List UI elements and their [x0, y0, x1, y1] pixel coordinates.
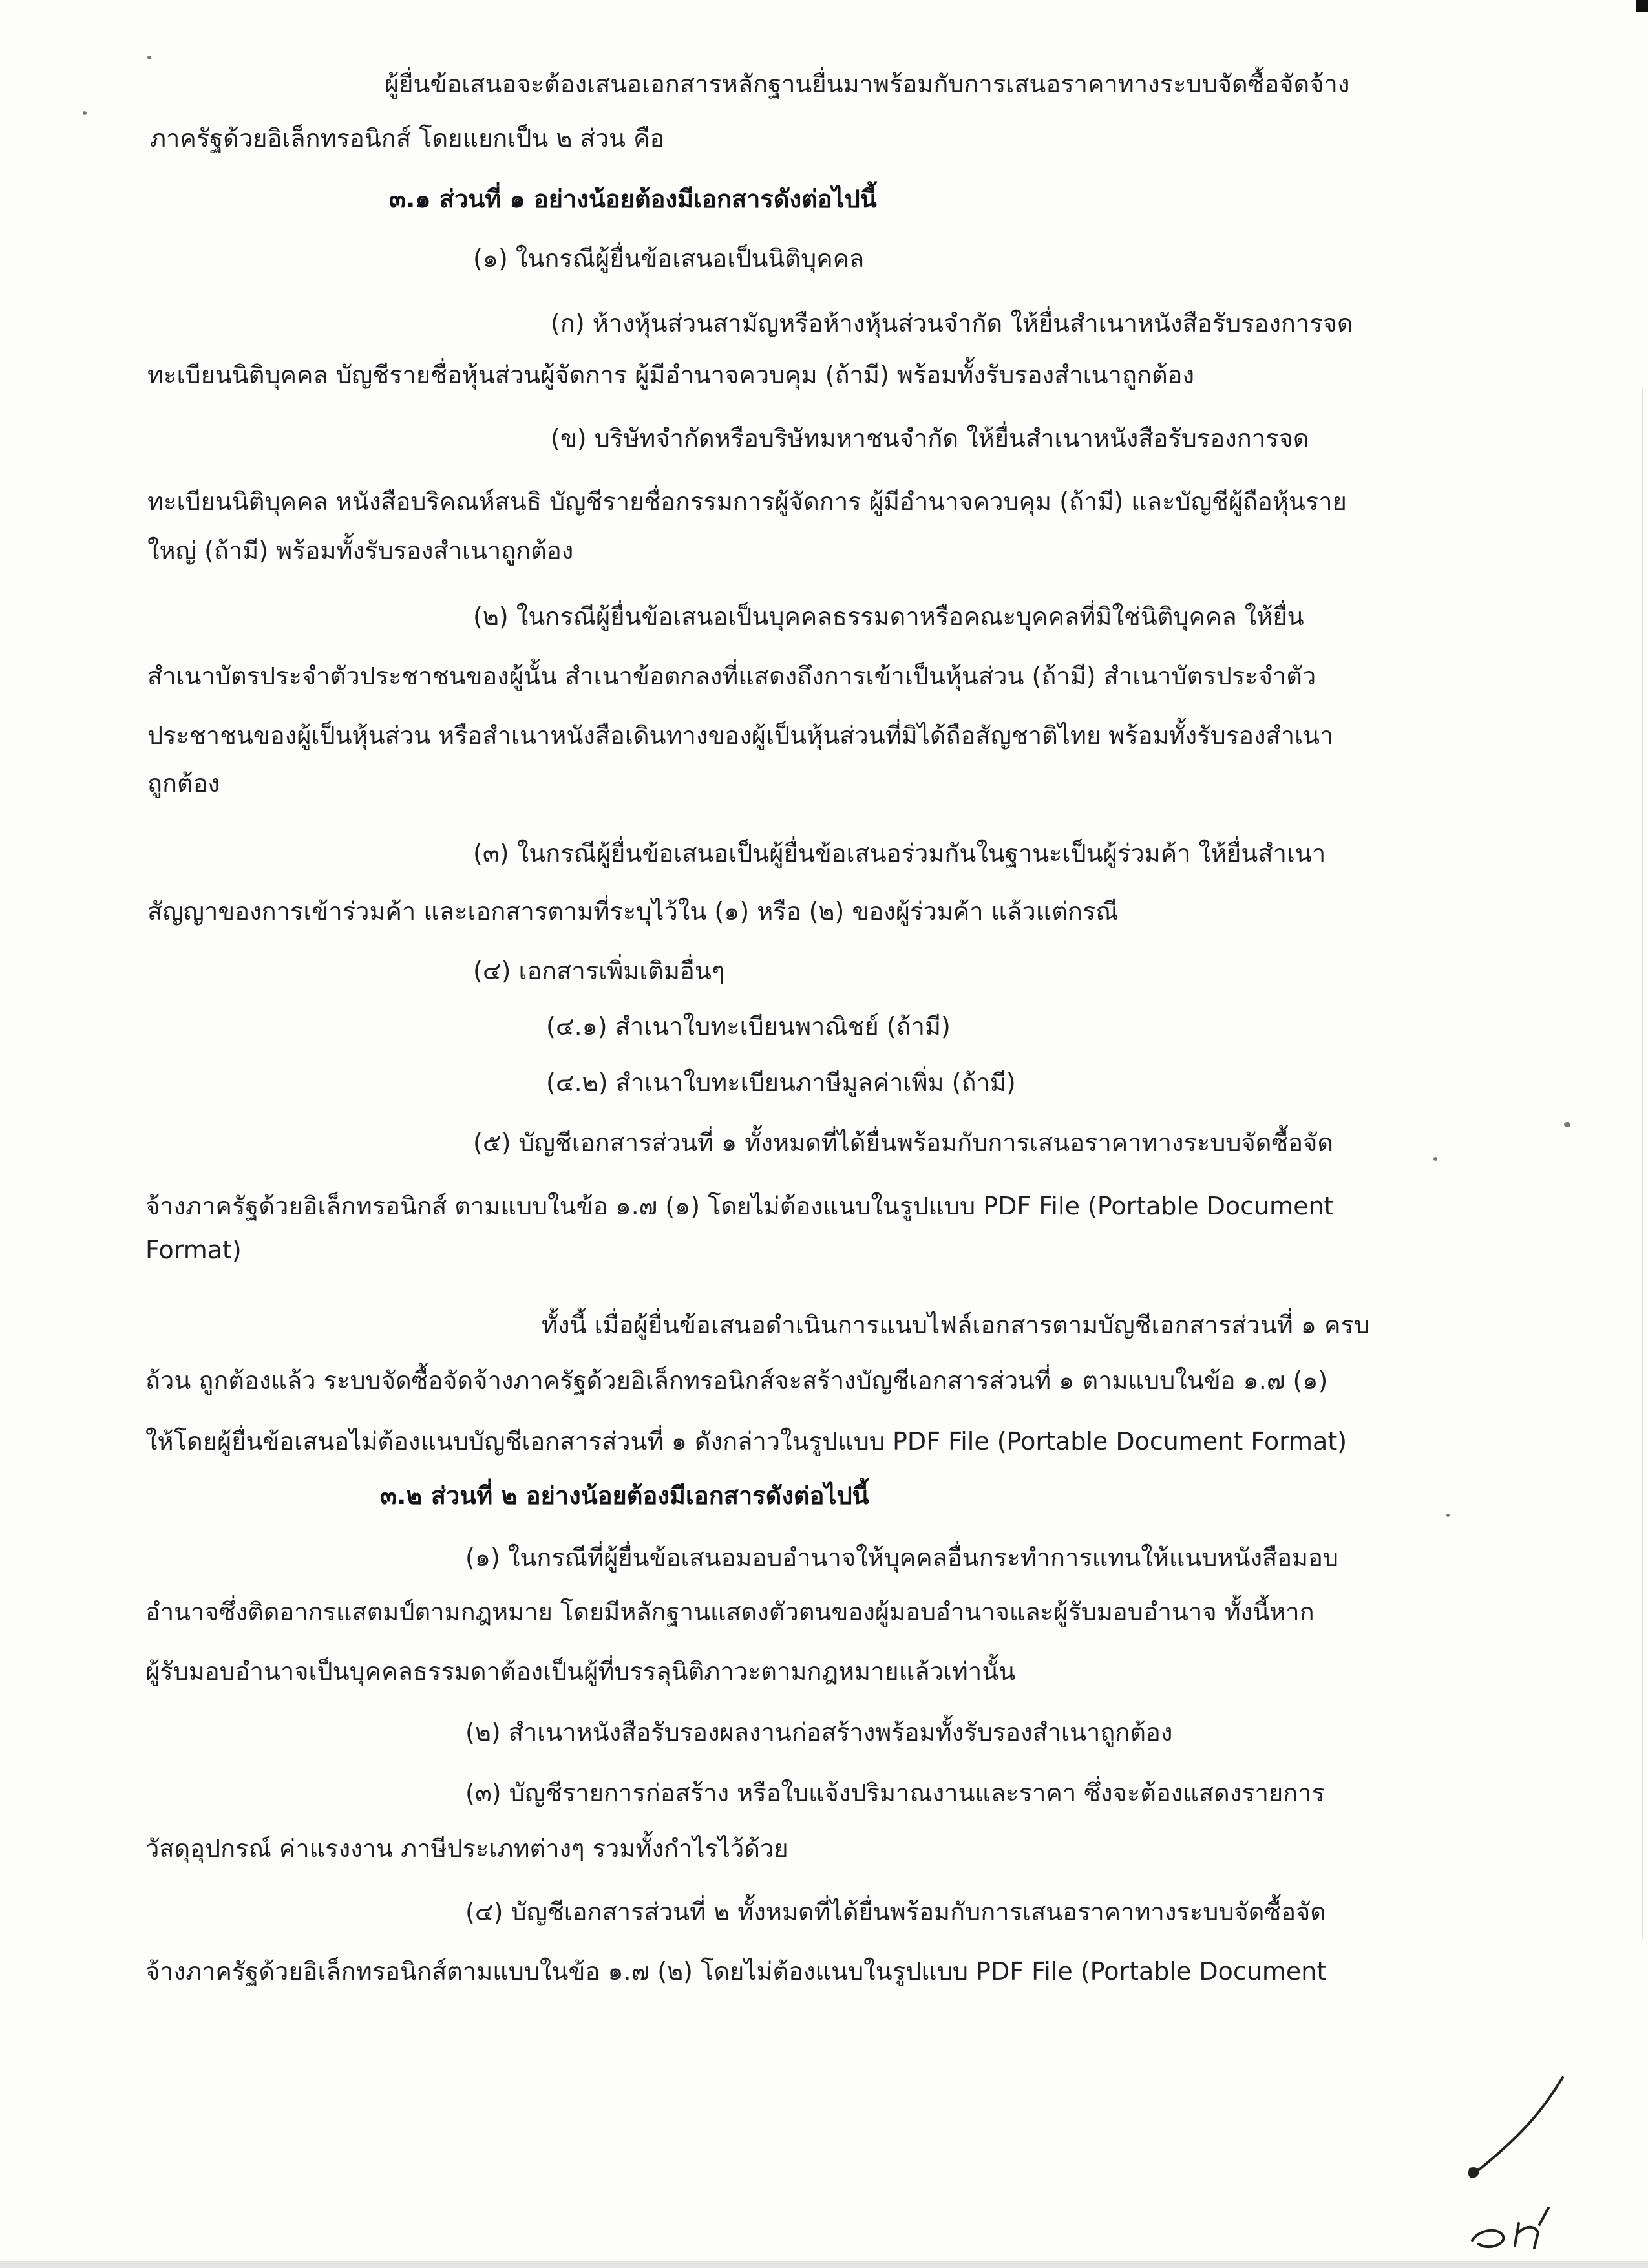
text-line: ภาครัฐด้วยอิเล็กทรอนิกส์ โดยแยกเป็น ๒ ส่วน คือ	[150, 124, 665, 153]
text-line: ใหญ่ (ถ้ามี) พร้อมทั้งรับรองสำเนาถูกต้อง	[147, 536, 574, 565]
text-line: จ้างภาครัฐด้วยอิเล็กทรอนิกส์ ตามแบบในข้อ ๑.๗ (๑) โดยไม่ต้องแนบในรูปแบบ PDF File (Portable Document	[145, 1192, 1334, 1220]
pen-stroke-mark	[1448, 2068, 1577, 2185]
scan-speck	[1433, 1157, 1437, 1161]
scan-bottom-edge	[0, 2261, 1648, 2268]
text-line: (๒) ในกรณีผู้ยื่นข้อเสนอเป็นบุคคลธรรมดาหรือคณะบุคคลที่มิใช่นิติบุคคล ให้ยื่น	[473, 602, 1304, 631]
text-line: ประชาชนของผู้เป็นหุ้นส่วน หรือสำเนาหนังสือเดินทางของผู้เป็นหุ้นส่วนที่มิได้ถือสัญชาติไทย พร้อมทั้งรับรองสำเนา	[147, 721, 1334, 750]
scan-speck	[83, 111, 87, 115]
text-line: (๔) เอกสารเพิ่มเติมอื่นๆ	[473, 957, 725, 985]
text-line: (ข) บริษัทจำกัดหรือบริษัทมหาชนจำกัด ให้ยื่นสำเนาหนังสือรับรองการจด	[551, 424, 1309, 452]
text-line: ให้โดยผู้ยื่นข้อเสนอไม่ต้องแนบบัญชีเอกสารส่วนที่ ๑ ดังกล่าวในรูปแบบ PDF File (Portable Document Format)	[145, 1427, 1347, 1456]
text-line: วัสดุอุปกรณ์ ค่าแรงงาน ภาษีประเภทต่างๆ รวมทั้งกำไรไว้ด้วย	[145, 1834, 788, 1863]
text-line: ถ้วน ถูกต้องแล้ว ระบบจัดซื้อจัดจ้างภาครัฐด้วยอิเล็กทรอนิกส์จะสร้างบัญชีเอกสารส่วนที่ ๑ ตามแบบในข้อ ๑.๗ (๑)	[145, 1366, 1328, 1395]
section-heading: ๓.๒ ส่วนที่ ๒ อย่างน้อยต้องมีเอกสารดังต่อไปนี้	[380, 1481, 869, 1510]
scan-speck	[1446, 1514, 1450, 1517]
scan-edge-line	[1642, 388, 1643, 1939]
text-line: (๑) ในกรณีผู้ยื่นข้อเสนอเป็นนิติบุคคล	[473, 244, 865, 273]
text-line: อำนาจซึ่งติดอากรแสตมป์ตามกฎหมาย โดยมีหลักฐานแสดงตัวตนของผู้มอบอำนาจและผู้รับมอบอำนาจ ทั้งนี้หาก	[145, 1598, 1315, 1626]
handwritten-initials	[1462, 2198, 1565, 2256]
text-line: (๔.๑) สำเนาใบทะเบียนพาณิชย์ (ถ้ามี)	[546, 1012, 951, 1041]
text-line: Format)	[145, 1236, 242, 1264]
scan-speck	[1564, 1122, 1570, 1127]
text-line: ผู้รับมอบอำนาจเป็นบุคคลธรรมดาต้องเป็นผู้ที่บรรลุนิติภาวะตามกฎหมายแล้วเท่านั้น	[145, 1657, 1016, 1686]
text-line: (๕) บัญชีเอกสารส่วนที่ ๑ ทั้งหมดที่ได้ยื่นพร้อมกับการเสนอราคาทางระบบจัดซื้อจัด	[473, 1129, 1334, 1157]
text-line: (๒) สำเนาหนังสือรับรองผลงานก่อสร้างพร้อมทั้งรับรองสำเนาถูกต้อง	[465, 1718, 1173, 1746]
text-line: (๓) บัญชีรายการก่อสร้าง หรือใบแจ้งปริมาณงานและราคา ซึ่งจะต้องแสดงรายการ	[465, 1779, 1326, 1807]
text-line: ทะเบียนนิติบุคคล หนังสือบริคณห์สนธิ บัญชีรายชื่อกรรมการผู้จัดการ ผู้มีอำนาจควบคุม (ถ้ามี) และบัญชีผู้ถือหุ้นราย	[147, 487, 1347, 516]
text-line: จ้างภาครัฐด้วยอิเล็กทรอนิกส์ตามแบบในข้อ ๑.๗ (๒) โดยไม่ต้องแนบในรูปแบบ PDF File (Portable Document	[145, 1957, 1327, 1986]
text-line: ผู้ยื่นข้อเสนอจะต้องเสนอเอกสารหลักฐานยื่นมาพร้อมกับการเสนอราคาทางระบบจัดซื้อจัดจ้าง	[385, 70, 1350, 98]
text-line: (๓) ในกรณีผู้ยื่นข้อเสนอเป็นผู้ยื่นข้อเสนอร่วมกันในฐานะเป็นผู้ร่วมค้า ให้ยื่นสำเนา	[473, 839, 1326, 867]
text-line: สัญญาของการเข้าร่วมค้า และเอกสารตามที่ระบุไว้ใน (๑) หรือ (๒) ของผู้ร่วมค้า แล้วแต่กรณี	[147, 897, 1119, 926]
text-line: (๑) ในกรณีที่ผู้ยื่นข้อเสนอมอบอำนาจให้บุคคลอื่นกระทำการแทนให้แนบหนังสือมอบ	[465, 1543, 1339, 1572]
text-line: (๔) บัญชีเอกสารส่วนที่ ๒ ทั้งหมดที่ได้ยื่นพร้อมกับการเสนอราคาทางระบบจัดซื้อจัด	[465, 1898, 1326, 1926]
text-line: สำเนาบัตรประจำตัวประชาชนของผู้นั้น สำเนาข้อตกลงที่แสดงถึงการเข้าเป็นหุ้นส่วน (ถ้ามี) สำเนาบัตรประจำตัว	[147, 662, 1316, 690]
scan-corner-mark	[1636, 0, 1648, 12]
text-line: (ก) ห้างหุ้นส่วนสามัญหรือห้างหุ้นส่วนจำกัด ให้ยื่นสำเนาหนังสือรับรองการจด	[551, 309, 1353, 337]
section-heading: ๓.๑ ส่วนที่ ๑ อย่างน้อยต้องมีเอกสารดังต่อไปนี้	[389, 185, 877, 213]
text-line: ถูกต้อง	[147, 769, 220, 798]
text-line: ทะเบียนนิติบุคคล บัญชีรายชื่อหุ้นส่วนผู้จัดการ ผู้มีอำนาจควบคุม (ถ้ามี) พร้อมทั้งรับรองสำเนาถูกต้อง	[147, 361, 1195, 389]
text-line: (๔.๒) สำเนาใบทะเบียนภาษีมูลค่าเพิ่ม (ถ้ามี)	[546, 1068, 1016, 1097]
scan-speck	[147, 56, 151, 59]
text-line: ทั้งนี้ เมื่อผู้ยื่นข้อเสนอดำเนินการแนบไฟล์เอกสารตามบัญชีเอกสารส่วนที่ ๑ ครบ	[542, 1311, 1370, 1339]
